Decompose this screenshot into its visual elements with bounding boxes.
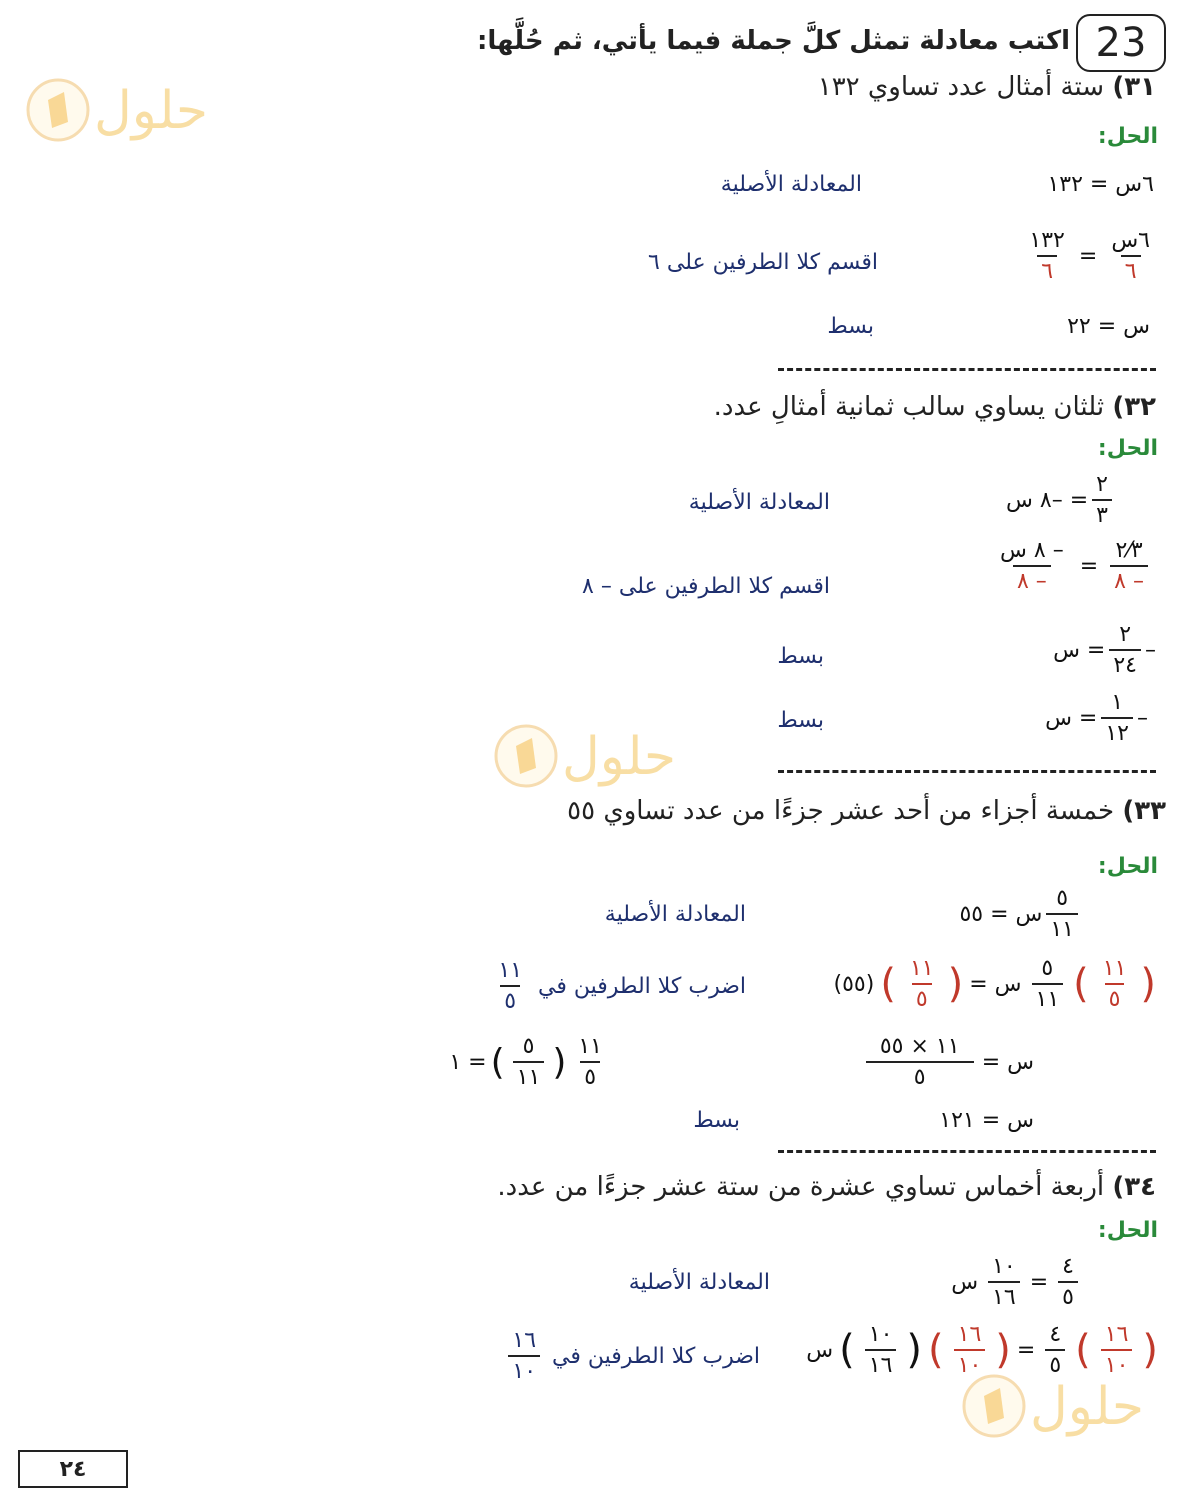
footer-page-label: ٢٤ <box>59 1456 87 1482</box>
page-number-badge <box>1076 14 1166 72</box>
watermark-logo <box>960 1366 1170 1450</box>
equation: س = ٢٢ <box>1067 314 1150 339</box>
step-note: بسط <box>693 1108 740 1133</box>
watermark-logo <box>492 716 702 800</box>
step-note: اقسم كلا الطرفين على – ٨ <box>582 574 830 599</box>
step-note: المعادلة الأصلية <box>688 490 830 515</box>
equation: $\frac{٥}{١١}$ س = ٥٥ <box>959 886 1082 942</box>
problem-31-statement: ٣١) ستة أمثال عدد تساوي ١٣٢ <box>817 72 1156 102</box>
svg-text:حلول: حلول <box>94 81 209 141</box>
step-note: المعادلة الأصلية <box>720 172 862 197</box>
solution-label: الحل: <box>1097 124 1158 149</box>
step-note: اقسم كلا الطرفين على ٦ <box>648 250 878 275</box>
footer-page-number <box>18 1450 128 1488</box>
divider <box>778 368 1156 371</box>
step-note: المعادلة الأصلية <box>604 902 746 927</box>
step-note: المعادلة الأصلية <box>628 1270 770 1295</box>
equation: س = ١٢١ <box>939 1108 1034 1133</box>
svg-text:حلول: حلول <box>562 727 677 787</box>
equation: $\frac{\text{٦س}}{٦}$ = $\frac{١٣٢}{٦}$ <box>1029 228 1150 284</box>
equation: $\frac{٤}{٥}$ = $\frac{١٠}{١٦}$ س <box>951 1254 1082 1310</box>
solution-label: الحل: <box>1097 1218 1158 1243</box>
divider <box>778 770 1156 773</box>
step-note: بسط <box>777 708 824 733</box>
step-note: بسط <box>777 644 824 669</box>
svg-text:حلول: حلول <box>1030 1377 1145 1437</box>
solution-label: الحل: <box>1097 854 1158 879</box>
equation: – $\frac{٢}{٢٤}$ = س <box>1053 622 1156 678</box>
equation: س = $\frac{١١ \times ٥٥}{٥}$ <box>866 1034 1034 1090</box>
equation-side: $\frac{١١}{٥}$ ( $\frac{٥}{١١}$ ) = ١ <box>449 1034 602 1090</box>
page-number: 23 <box>1095 20 1147 66</box>
equation: $\frac{٢}{٣}$ = –٨ س <box>1006 472 1116 528</box>
exercise-heading: اكتب معادلة تمثل كلَّ جملة فيما يأتي، ثم حُلَّها: <box>476 26 1070 56</box>
solution-label: الحل: <box>1097 436 1158 461</box>
step-note: اضرب كلا الطرفين في $\frac{١٦}{١٠}$ <box>504 1328 760 1384</box>
equation: ( $\frac{١١}{٥}$ ) $\frac{٥}{١١}$ س = ( $\frac{١١}{٥}$ ) (٥٥) <box>833 956 1156 1012</box>
watermark-logo <box>24 70 234 154</box>
problem-33-statement: ٣٣) خمسة أجزاء من أحد عشر جزءًا من عدد تساوي ٥٥ <box>567 796 1166 826</box>
step-note: اضرب كلا الطرفين في $\frac{١١}{٥}$ <box>498 958 746 1014</box>
equation: ٦س = ١٣٢ <box>1047 172 1154 197</box>
equation: $\frac{٢⁄٣}{- ٨}$ = $\frac{\text{– ٨ س}}{- ٨}$ <box>992 538 1152 594</box>
equation: – $\frac{١}{١٢}$ = س <box>1045 690 1148 746</box>
problem-34-statement: ٣٤) أربعة أخماس تساوي عشرة من ستة عشر جزءًا من عدد. <box>497 1172 1156 1202</box>
step-note: بسط <box>827 314 874 339</box>
equation: ( $\frac{١٦}{١٠}$ ) $\frac{٤}{٥}$ = ( $\frac{١٦}{١٠}$ ) ( $\frac{١٠}{١٦}$ ) س <box>806 1322 1158 1378</box>
problem-32-statement: ٣٢) ثلثان يساوي سالب ثمانية أمثالِ عدد. <box>713 392 1156 422</box>
divider <box>778 1150 1156 1153</box>
